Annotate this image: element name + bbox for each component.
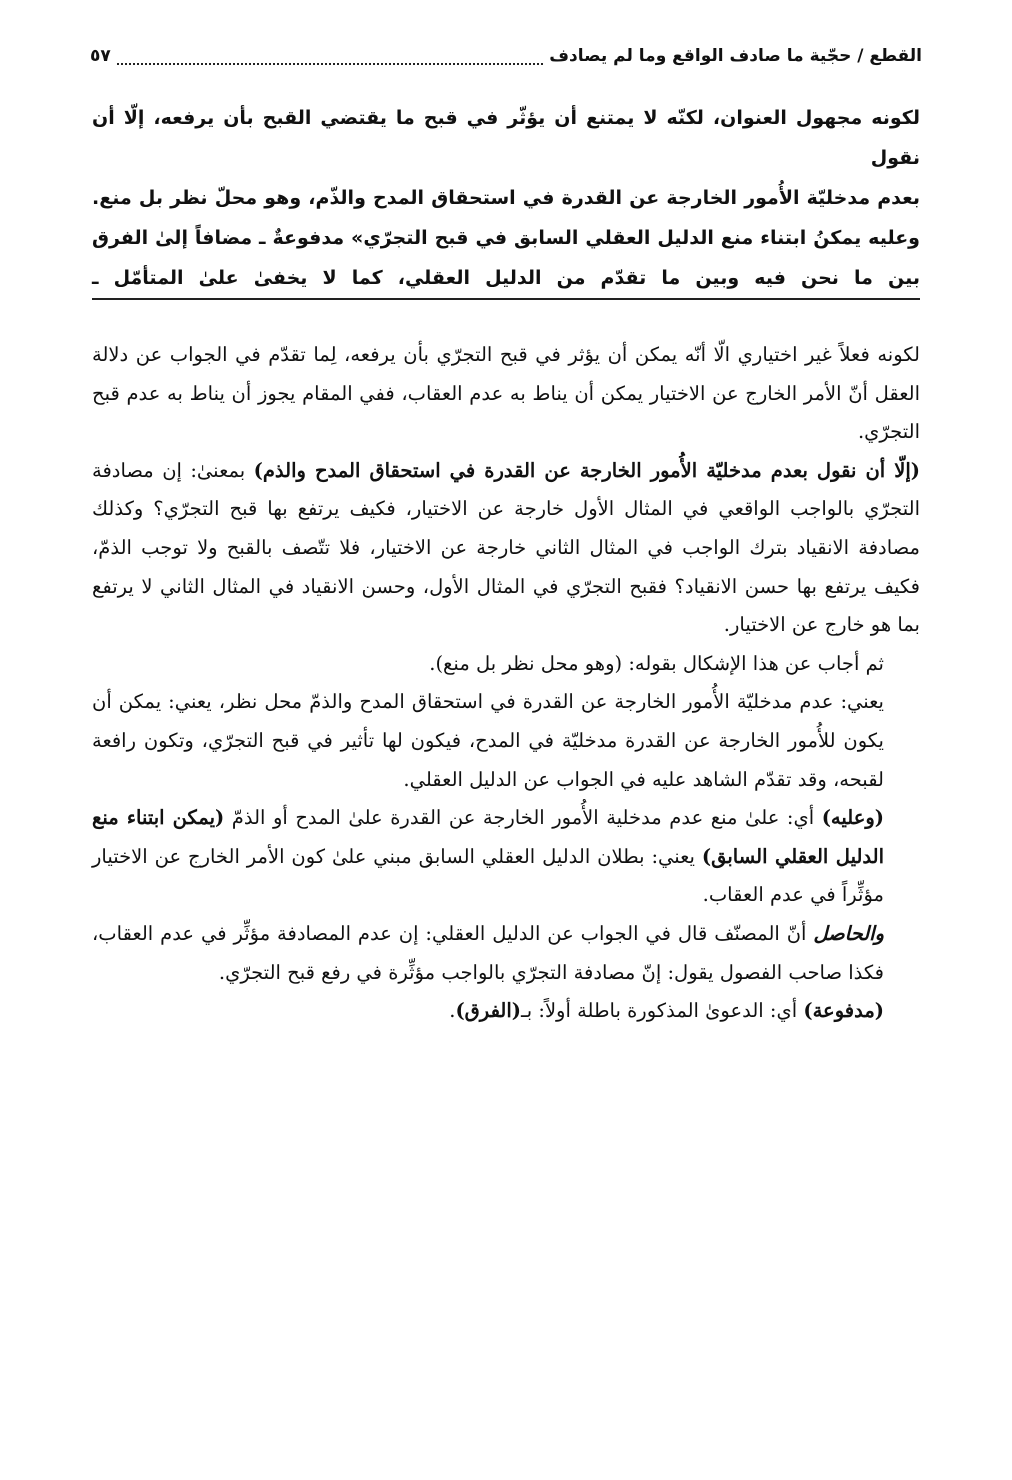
commentary-text: .: [449, 999, 456, 1023]
commentary-paragraph: [92, 992, 920, 1031]
main-text-line: وعليه يمكنُ ابتناء منع الدليل العقلي السابق في قبح التجرّي» مدفوعةٌ ـ مضافاً إلىٰ الفرق: [92, 227, 920, 249]
quoted-main-text: (مدفوعة): [803, 999, 884, 1023]
emphasized-term: والحاصل: [813, 921, 884, 945]
commentary-text: ثم أجاب عن هذا الإشكال بقوله: (وهو محل نظر بل منع).: [429, 651, 884, 675]
quoted-main-text: (وعليه): [821, 806, 884, 830]
commentary-text: يعني: عدم مدخليّة الأُمور الخارجة عن القدرة في استحقاق المدح والذمّ محل نظر، يعني: يمكن أن يكون للأُمور الخارجة عن القدرة مدخليّة في المدح، فيكون لها تأثير في قبح التجرّي، وتكون رافعة لقبحه، وقد تقدّم الشاهد عليه في الجواب عن الدليل العقلي.: [92, 690, 884, 791]
quoted-main-text: (الفرق): [455, 999, 522, 1023]
commentary-paragraph: [92, 336, 920, 452]
commentary-text: لكونه فعلاً غير اختياري الّا أنّه يمكن أن يؤثر في قبح التجرّي بأن يرفعه، لِما تقدّم في الجواب عن دلالة العقل أنّ الأمر الخارج عن الاختيار يمكن أن يناط به عدم العقاب، ففي المقام يجوز أن يناط به عدم قبح التجرّي.: [92, 343, 920, 444]
main-text-line: بين ما نحن فيه وبين ما تقدّم من الدليل العقلي، كما لا يخفىٰ علىٰ المتأمّل ـ: [92, 267, 920, 289]
header-dot-leader: [117, 63, 543, 65]
commentary-block: [92, 336, 920, 1031]
running-header: [90, 36, 922, 76]
commentary-paragraph: [92, 452, 920, 645]
commentary-text: أي: علىٰ منع عدم مدخلية الأُمور الخارجة عن القدرة علىٰ المدح أو الذمّ: [224, 806, 822, 830]
commentary-paragraph: [92, 683, 920, 799]
separator-rule: [92, 298, 920, 300]
commentary-text: يعني: بطلان الدليل العقلي السابق مبني علىٰ كون الأمر الخارج عن الاختيار مؤثِّراً في عدم العقاب.: [92, 844, 884, 907]
commentary-paragraph: [92, 799, 920, 915]
commentary-paragraph: [92, 915, 920, 992]
commentary-paragraph: [92, 645, 920, 684]
commentary-text: بمعنىٰ: إن مصادفة التجرّي بالواجب الواقعي في المثال الأول خارجة عن الاختيار، فكيف يرتفع بها قبح التجرّي؟ وكذلك مصادفة الانقياد بترك الواجب في المثال الثاني خارجة عن الاختيار، فلا تتّصف بالقبح ولا توجب الذمّ، فكيف يرتفع بها حسن الانقياد؟ فقبح التجرّي في المثال الأول، وحسن الانقياد في المثال الثاني لا يرتفع بما هو خارج عن الاختيار.: [92, 458, 920, 637]
commentary-text: أي: الدعوىٰ المذكورة باطلة أولاً: بـ: [521, 999, 804, 1023]
main-text-line: لكونه مجهول العنوان، لكنّه لا يمتنع أن يؤثّر في قبح ما يقتضي القبح بأن يرفعه، إلّا أن نقول: [92, 107, 920, 169]
main-text-block: [92, 98, 920, 298]
quoted-main-text: (يمكن ابتناء منع الدليل العقلي السابق): [92, 806, 884, 868]
main-text-line: بعدم مدخليّة الأُمور الخارجة عن القدرة في استحقاق المدح والذّم، وهو محلّ نظر بل منع.: [92, 187, 920, 209]
commentary-text: أنّ المصنّف قال في الجواب عن الدليل العقلي: إن عدم المصادفة مؤثِّر في عدم العقاب، فكذا صاحب الفصول يقول: إنّ مصادفة التجرّي بالواجب مؤثِّرة في رفع قبح التجرّي.: [92, 921, 884, 984]
quoted-main-text: (إلّا أن نقول بعدم مدخليّة الأُمور الخارجة عن القدرة في استحقاق المدح والذم): [253, 458, 921, 482]
page-number: ٥٧: [90, 46, 111, 66]
header-title: القطع / حجّية ما صادف الواقع وما لم يصادف: [549, 46, 922, 66]
